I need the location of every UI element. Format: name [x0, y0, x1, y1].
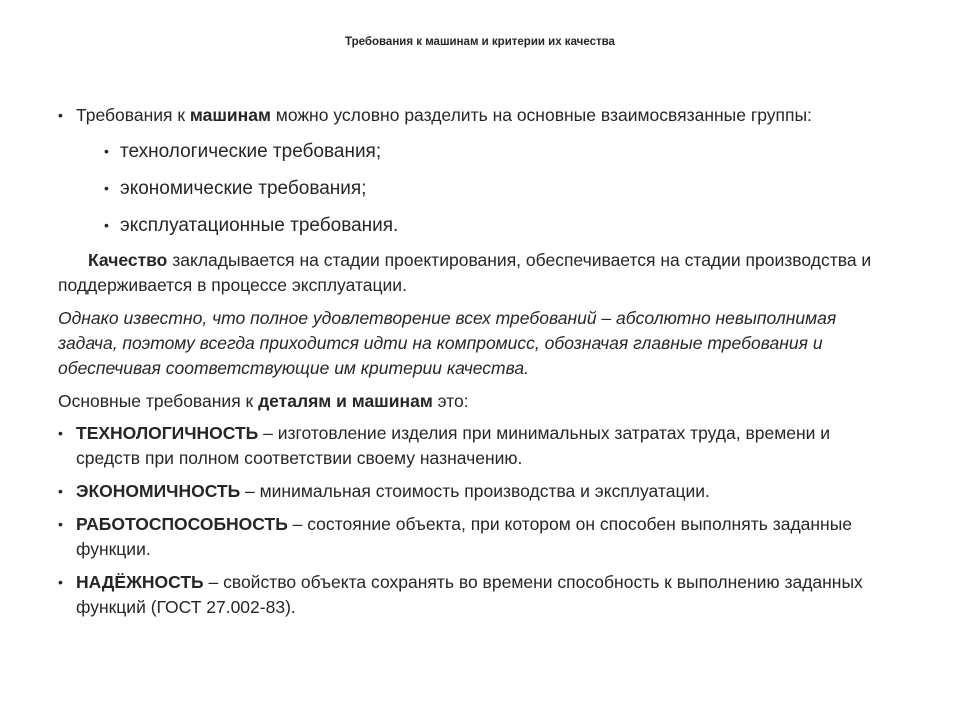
bullet-icon: •	[58, 516, 63, 532]
slide-title: Требования к машинам и критерии их качества	[345, 36, 615, 48]
slide-content	[58, 103, 898, 620]
compromise-paragraph: Однако известно, что полное удовлетворение всех требований – абсолютно невыполнимая задача, поэтому всегда приходится идти на компромисс, обозначая главные требования и обеспечивая соответствующие им критерии качества.	[58, 308, 837, 378]
bullet-icon: •	[104, 143, 109, 159]
intro-suffix: можно условно разделить на основные взаимосвязанные группы:	[270, 105, 812, 125]
group-label: технологические требования;	[120, 141, 382, 162]
bullet-icon: •	[58, 425, 63, 441]
basic-bold: деталям и машинам	[258, 391, 433, 411]
basic-suffix: это:	[432, 391, 469, 411]
quality-text: закладывается на стадии проектирования, обеспечивается на стадии производства и поддерживается в процессе эксплуатации.	[58, 250, 872, 295]
criterion-name: НАДЁЖНОСТЬ	[76, 572, 204, 592]
bullet-icon: •	[104, 180, 109, 196]
group-label: эксплуатационные требования.	[120, 215, 399, 236]
criterion-name: РАБОТОСПОСОБНОСТЬ	[76, 514, 288, 534]
criterion-name: ТЕХНОЛОГИЧНОСТЬ	[76, 423, 259, 443]
intro-bullet	[58, 103, 898, 128]
bullet-icon: •	[58, 483, 63, 499]
basic-prefix: Основные требования к	[58, 391, 259, 411]
group-item	[58, 138, 898, 165]
intro-bold: машинам	[189, 105, 271, 125]
criterion-text: – свойство объекта сохранять во времени способность к выполнению заданных функций (ГОСТ 27.002-83).	[76, 572, 863, 617]
bullet-icon: •	[104, 217, 109, 233]
intro-prefix: Требования к	[76, 105, 190, 125]
group-item	[58, 212, 898, 239]
criterion-item	[58, 512, 898, 562]
bullet-icon: •	[58, 107, 63, 123]
group-label: экономические требования;	[120, 178, 367, 199]
quality-bold: Качество	[88, 250, 168, 270]
criterion-text: – минимальная стоимость производства и эксплуатации.	[240, 481, 710, 501]
criterion-text: – изготовление изделия при минимальных затратах труда, времени и средств при полном соответствии своему назначению.	[76, 423, 831, 468]
criterion-name: ЭКОНОМИЧНОСТЬ	[76, 481, 241, 501]
basic-requirements-paragraph	[58, 389, 898, 414]
criterion-item	[58, 479, 898, 504]
criterion-item	[58, 421, 898, 471]
quality-paragraph	[58, 248, 898, 298]
criterion-text: – состояние объекта, при котором он способен выполнять заданные функции.	[76, 514, 853, 559]
bullet-icon: •	[58, 574, 63, 590]
group-item	[58, 175, 898, 202]
criterion-item	[58, 570, 898, 620]
